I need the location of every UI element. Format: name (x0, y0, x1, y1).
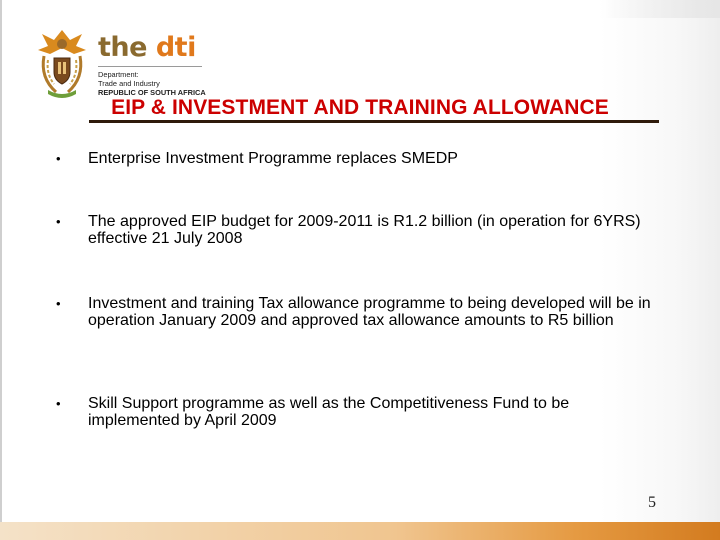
department-line: REPUBLIC OF SOUTH AFRICA (98, 88, 206, 97)
bullet-text: Investment and training Tax allowance programme to being developed will be in operation January 2009 and approved tax allowance amounts to R5 billion (88, 295, 651, 329)
bullet-marker: • (56, 151, 61, 166)
wordmark-the: the (98, 32, 147, 63)
logo-divider (98, 66, 202, 67)
bullet-text: The approved EIP budget for 2009-2011 is R1.2 billion (in operation for 6YRS) effective 21 July 2008 (88, 213, 641, 247)
slide-title: EIP & INVESTMENT AND TRAINING ALLOWANCE (111, 96, 609, 119)
bullet-marker: • (56, 396, 61, 411)
department-text (98, 70, 206, 97)
wordmark-dti: dti (155, 32, 196, 63)
bullet-marker: • (56, 214, 61, 229)
bullet-text: Skill Support programme as well as the Competitiveness Fund to be implemented by April 2009 (88, 395, 570, 429)
dti-wordmark (98, 32, 196, 64)
title-underline (89, 120, 659, 123)
department-line: Trade and Industry (98, 79, 160, 88)
coat-of-arms-icon (34, 26, 90, 100)
bullet-text: Enterprise Investment Programme replaces SMEDP (88, 150, 458, 167)
dti-logo (34, 26, 214, 104)
bullet-marker: • (56, 296, 61, 311)
corner-accent (600, 0, 720, 18)
bottom-accent-bar (0, 522, 720, 540)
page-number: 5 (648, 494, 656, 511)
slide-left-edge (0, 0, 2, 540)
department-line: Department: (98, 70, 139, 79)
